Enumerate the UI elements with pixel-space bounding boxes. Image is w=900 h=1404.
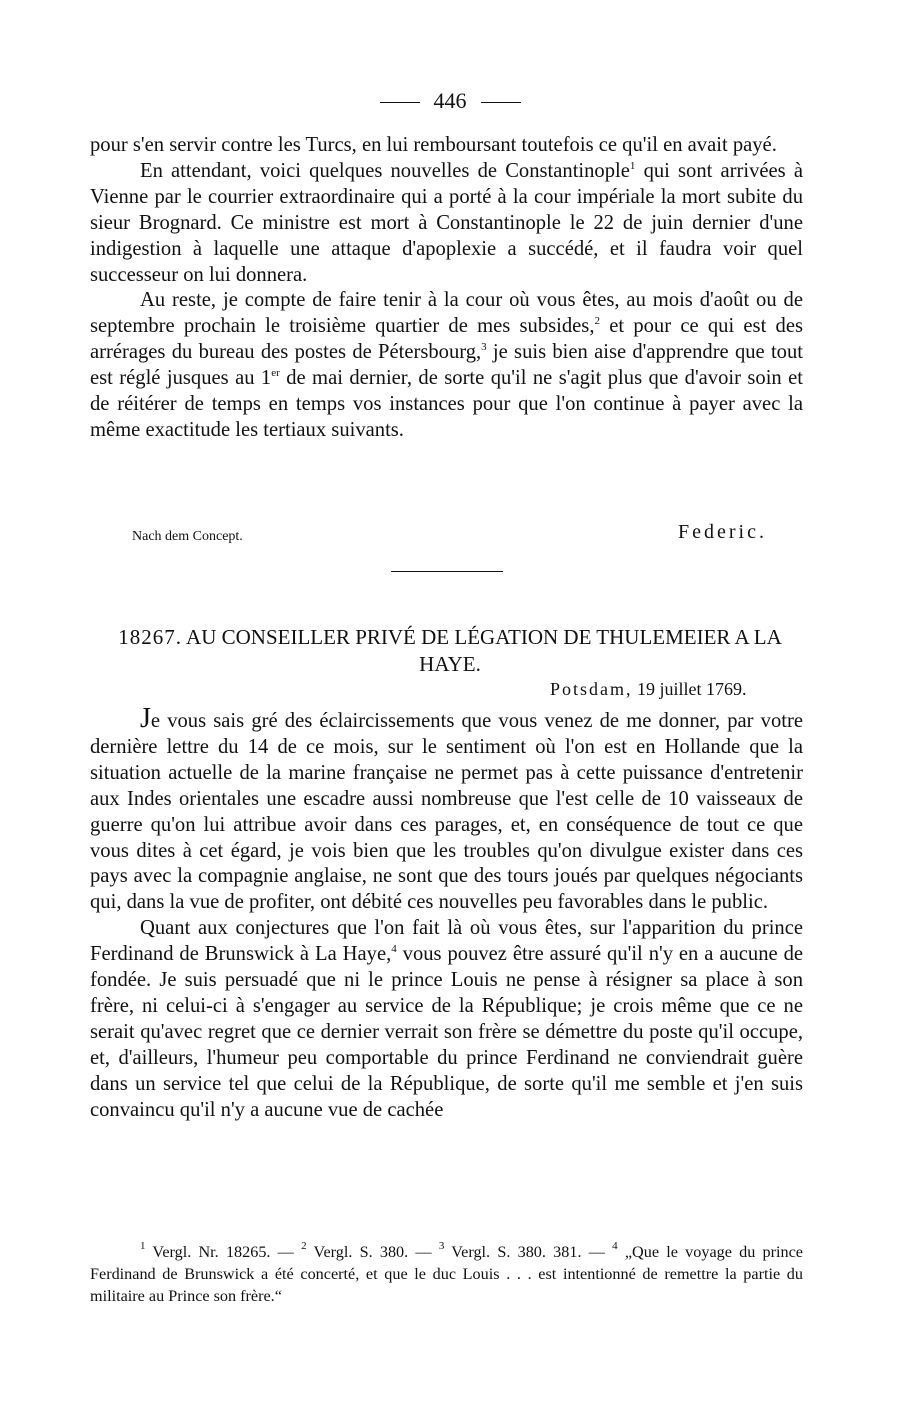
source-note: Nach dem Concept. [132,529,243,544]
paragraph-text: e vous sais gré des éclaircissements que vous venez de me donner, par votre dernière lettre du 14 de ce mois, sur le sentiment où l'on est en Hollande que la situation actuelle de la marine française ne permet pas à cette puissance d'entretenir aux Indes orientales une escadre aussi nombreuse que l'est celle de 10 vaisseaux de guerre qu'on lui attribue avoir dans ces parages, et, en conséquence de tout ce que vous dites à cet égard, je vois bien que les troubles qu'on divulgue exister dans ces pays avec la compagnie anglaise, ne sont que des tours joués par quelques négociants qui, dans la vue de profiter, ont débité ces nouvelles peu favorables dans le public. [90,710,803,914]
paragraph-continuation: pour s'en servir contre les Turcs, en lui remboursant toutefois ce qu'il en avait payé. [90,134,777,156]
paragraph-text: qui sont arrivées à Vienne par le courrier extraordinaire qui a porté à la cour impériale la mort subite du sieur Brognard. Ce ministre est mort à Constantinople le 22 de juin dernier d'une indigestion à laquelle une attaque d'apoplexie a succédé, et il faudra voir quel successeur on lui donnera. [90,159,803,286]
date: 19 juillet 1769. [637,679,747,699]
letter-title: AU CONSEILLER PRIVÉ DE LÉGATION DE THULEMEIER A LA HAYE. [186,625,782,676]
ordinal-suffix: er [271,367,280,380]
header-dash-left [380,102,420,103]
footnote-marker-4: 4 [612,1240,618,1252]
footnote-ref-3: 3 [481,341,487,354]
footnote-ref-2: 2 [594,315,600,328]
paragraph-text: Au reste, je compte de faire tenir à la cour où vous êtes, au mois d'août ou de septembre prochain le troisième quartier de mes subsides, [90,289,803,338]
paragraph-text: Quant aux conjectures que l'on fait là où vous êtes, sur l'apparition du prince Ferdinand de Brunswick à La Haye, [90,917,803,966]
footnote-ref-1: 1 [629,159,636,172]
footnote-text-3: Vergl. S. 380. 381. — [444,1243,613,1261]
footnote-marker-1: 1 [140,1240,146,1252]
letter-body [90,703,804,1124]
page-number: 446 [433,88,467,113]
paragraph-text: et pour ce qui est des arrérages du bureau des postes de Pétersbourg, [90,315,803,364]
dateline [550,679,747,700]
footnote-text-4: „Que le voyage du prince Ferdinand de Brunswick a été concerté, et que le duc Louis . . . est intentionné de remettre la partie du militaire au Prince son frère.“ [90,1243,803,1305]
date-place: Potsdam, [550,679,633,699]
paragraph-text: de mai dernier, de sorte qu'il ne s'agit plus que d'avoir soin et de réitérer de temps en temps vos instances pour que l'on continue à payer avec la même exactitude les tertiaux suivants. [90,367,804,441]
footnote-text-1: Vergl. Nr. 18265. — [145,1243,302,1261]
paragraph-reply [90,703,803,916]
paragraph-text: je suis bien aise d'apprendre que tout est réglé jusques au 1 [90,341,803,390]
continued-letter-text [90,133,803,444]
initial-letter: J [140,703,151,734]
paragraph-conjectures [90,916,803,1123]
footnote-ref-4: 4 [391,943,397,956]
paragraph-text: En attendant, voici quelques nouvelles de Constantinople [140,159,630,182]
footnote-line [90,1241,803,1307]
paragraph-text: vous pouvez être assuré qu'il n'y en a aucune de fondée. Je suis persuadé que ni le prince Louis ne pense à résigner sa place à son frère, ni celui-ci à s'engager au service de la République; je crois même que ce ne serait qu'avec regret que ce dernier verrait son frère se démettre du poste qu'il occupe, et, d'ailleurs, l'humeur peu comportable du prince Ferdinand ne conviendrait guère dans un service tel que celui de la République, de sorte qu'il me semble et j'en suis convaincu qu'il n'y a aucune vue de cachée [90,943,804,1121]
header-dash-right [481,102,521,103]
letter-heading [100,624,800,678]
signature: Federic. [678,521,767,543]
footnote-marker-2: 2 [301,1240,307,1252]
footnote-text-2: Vergl. S. 380. — [306,1243,439,1261]
footnotes [90,1241,803,1307]
letter-number: 18267. [118,625,182,649]
paragraph-constantinople [90,159,803,289]
footnote-marker-3: 3 [438,1240,445,1252]
paragraph-subsidies [90,288,803,443]
section-divider [391,571,503,572]
page-header [0,88,900,114]
